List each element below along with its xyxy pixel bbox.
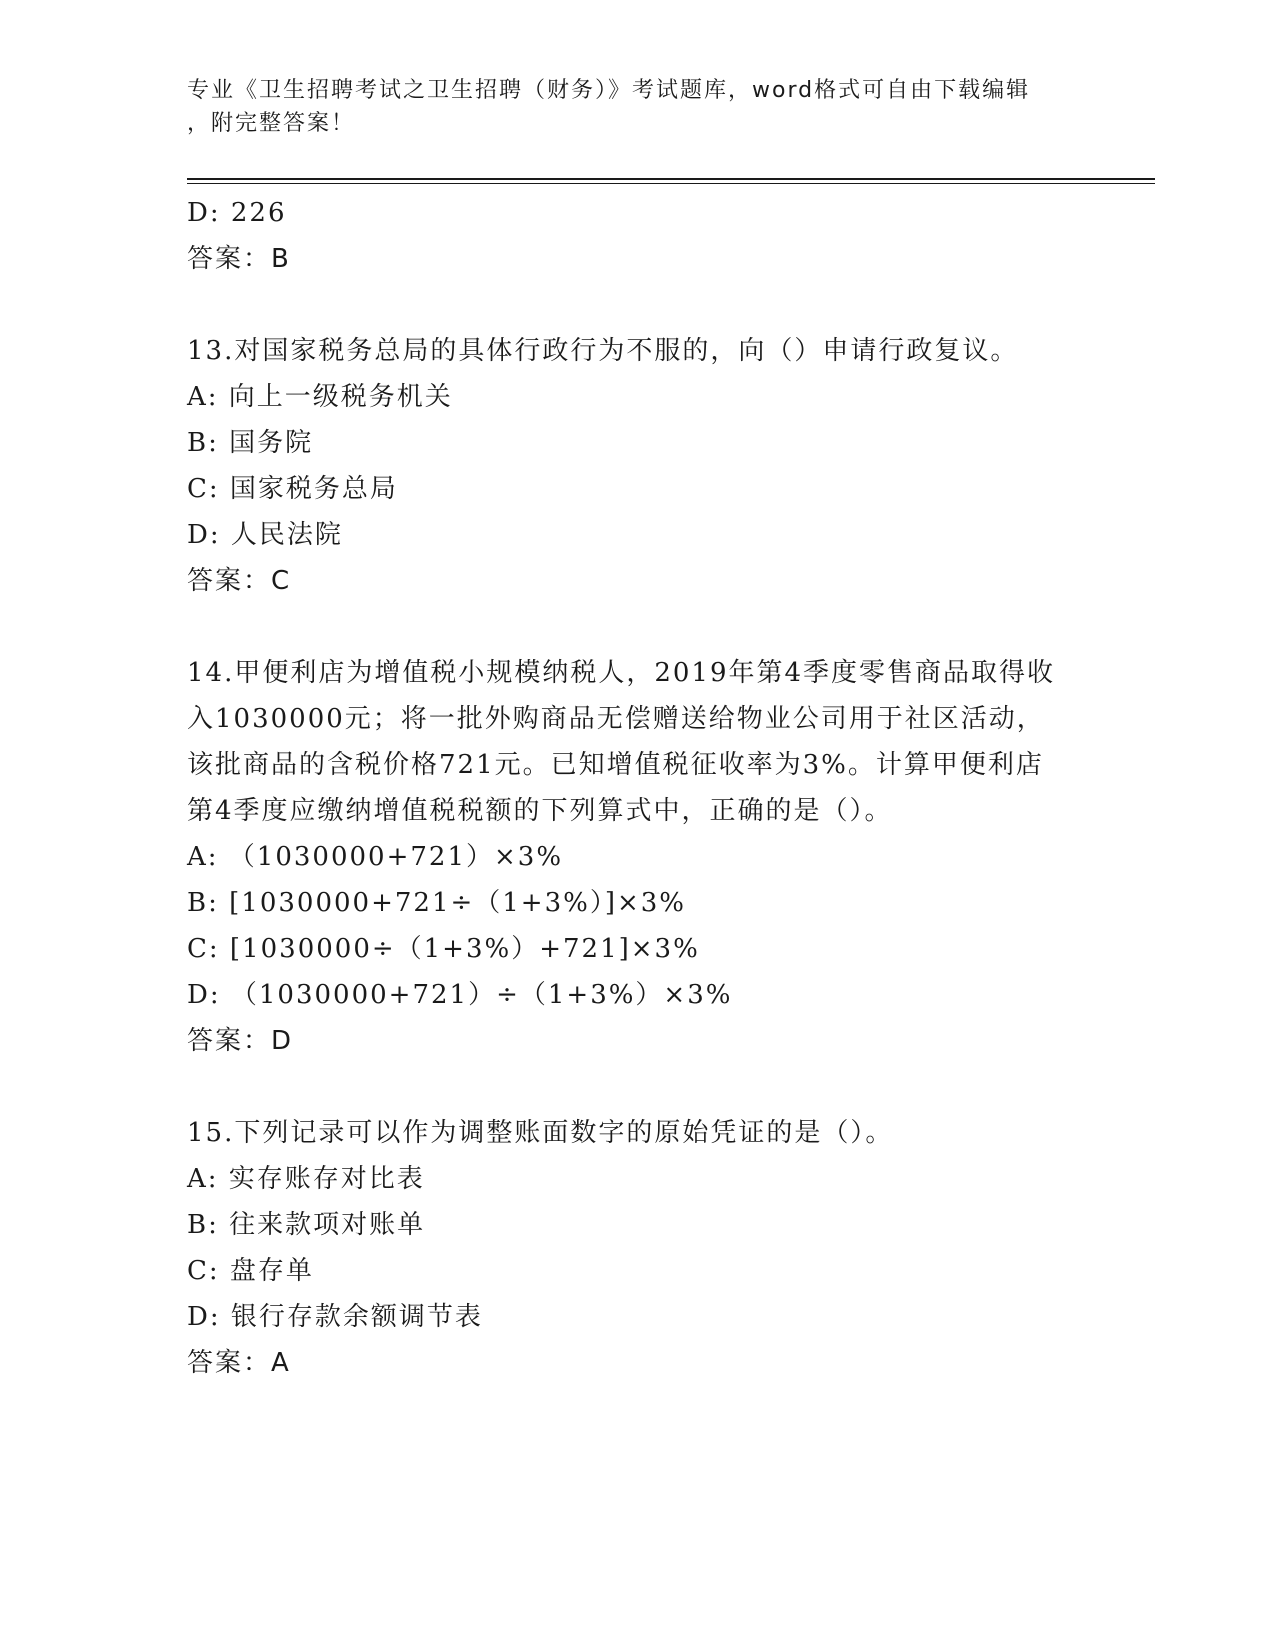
- previous-question-tail: [187, 190, 1117, 282]
- option-a: A: （1030000+721）×3%: [187, 842, 564, 872]
- answer: 答案：D: [187, 1026, 294, 1056]
- spacer: [187, 1064, 1117, 1110]
- option-c: C: 盘存单: [187, 1256, 314, 1286]
- question-14: [187, 650, 1117, 1064]
- question-13: [187, 328, 1117, 604]
- option-b: B: 往来款项对账单: [187, 1210, 426, 1240]
- option-d: D: 226: [187, 198, 287, 228]
- question-line: 该批商品的含税价格721元。已知增值税征收率为3%。计算甲便利店: [187, 750, 1044, 780]
- document-header: [187, 74, 1077, 140]
- header-line-2: ，附完整答案！: [187, 111, 356, 136]
- question-line: 第4季度应缴纳增值税税额的下列算式中，正确的是（）。: [187, 796, 893, 826]
- header-divider-thick: [187, 178, 1155, 180]
- option-a: A: 实存账存对比表: [187, 1164, 425, 1194]
- answer: 答案：A: [187, 1348, 291, 1378]
- question-text: 13.对国家税务总局的具体行政行为不服的，向（）申请行政复议。: [187, 336, 1019, 366]
- answer: 答案：C: [187, 566, 292, 596]
- option-d: D: 人民法院: [187, 520, 343, 550]
- header-line-1: 专业《卫生招聘考试之卫生招聘（财务）》考试题库，word格式可自由下载编辑: [187, 78, 1031, 103]
- question-text: [187, 650, 1117, 834]
- option-d: D: 银行存款余额调节表: [187, 1302, 483, 1332]
- option-c: C: 国家税务总局: [187, 474, 398, 504]
- spacer: [187, 604, 1117, 650]
- question-list: [187, 190, 1117, 1386]
- header-divider-thin: [187, 183, 1155, 184]
- option-c: C: [1030000÷（1+3%）+721]×3%: [187, 934, 700, 964]
- question-line: 14.甲便利店为增值税小规模纳税人，2019年第4季度零售商品取得收: [187, 658, 1056, 688]
- option-d: D: （1030000+721）÷（1+3%）×3%: [187, 980, 733, 1010]
- question-line: 入1030000元；将一批外购商品无偿赠送给物业公司用于社区活动，: [187, 704, 1045, 734]
- answer: 答案：B: [187, 244, 291, 274]
- question-text: 15.下列记录可以作为调整账面数字的原始凭证的是（）。: [187, 1118, 894, 1148]
- option-b: B: 国务院: [187, 428, 314, 458]
- spacer: [187, 282, 1117, 328]
- option-b: B: [1030000+721÷（1+3%）]×3%: [187, 888, 687, 918]
- option-a: A: 向上一级税务机关: [187, 382, 453, 412]
- question-15: [187, 1110, 1117, 1386]
